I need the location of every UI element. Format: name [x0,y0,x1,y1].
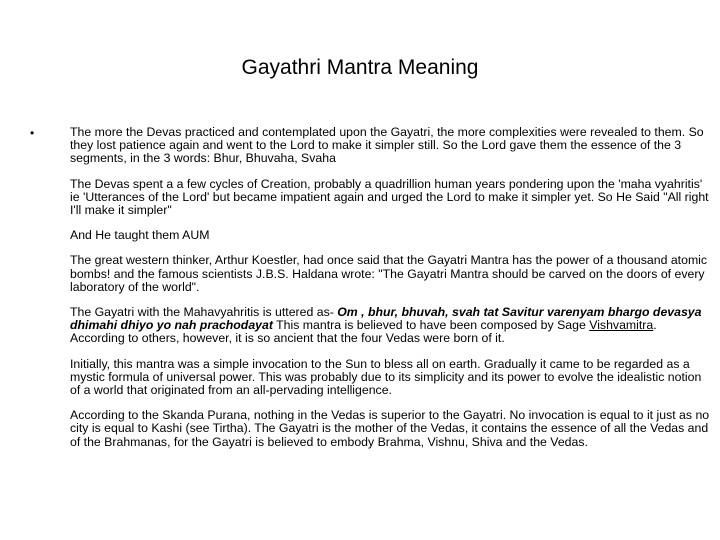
mahavyahritis-prefix: The Gayatri with the Mahavyahritis is uttered as- [70,305,338,320]
paragraph-mahavyahritis [70,306,712,346]
mantra-text: Om , bhur, bhuvah, svah tat Savitur varenyam bhargo devasya dhimahi dhiyo yo nah prachodayat [70,305,702,333]
paragraph-sun-invocation: Initially, this mantra was a simple invocation to the Sun to bless all on earth. Gradually it came to be regarded as a mystic formula of universal power. This was probably due to its simplicity and its power to evolve the idealistic notion of a world that originated from an all-pervading intelligence. [70,356,702,398]
mahavyahritis-middle: This mantra is believed to have been composed by Sage [272,318,590,333]
vishvamitra-link[interactable]: Vishvamitra [589,318,654,333]
paragraph-cycles-of-creation: The Devas spent a a few cycles of Creation, probably a quadrillion human years pondering upon the 'maha vyahritis' ie 'Utterances of the Lord' but became impatient again and urged the Lord to make it simpler yet. So He Said "All right I'll make it simpler" [70,176,709,218]
paragraph-devas-complexities: The more the Devas practiced and contemplated upon the Gayatri, the more complexities were revealed to them. So they lost patience again and went to the Lord to make it simpler still. So the Lord gave them the essence of the 3 segments, in the 3 words: Bhur, Bhuvaha, Svaha [70,125,704,166]
bullet-marker: • [30,126,35,140]
paragraph-aum: And He taught them AUM [70,228,210,243]
paragraph-koestler-quote: The great western thinker, Arthur Koestler, had once said that the Gayatri Mantra has the power of a thousand atomic bombs! and the famous scientists J.B.S. Haldana wrote: "The Gayatri Mantra should be carved on the doors of every laboratory of the world". [70,253,708,294]
page-title: Gayathri Mantra Meaning [241,56,479,79]
mahavyahritis-suffix: . According to others, however, it is so ancient that the four Vedas were born of it. [70,318,657,346]
bullet-content [70,126,712,461]
paragraph-skanda-purana: According to the Skanda Purana, nothing in the Vedas is superior to the Gayatri. No invocation is equal to it just as no city is equal to Kashi (see Tirtha). The Gayatri is the mother of the Vedas, it contains the essence of all the Vedas and of the Brahmanas, for the Gayatri is believed to embody Brahma, Vishnu, Shiva and the Vedas. [70,408,710,449]
